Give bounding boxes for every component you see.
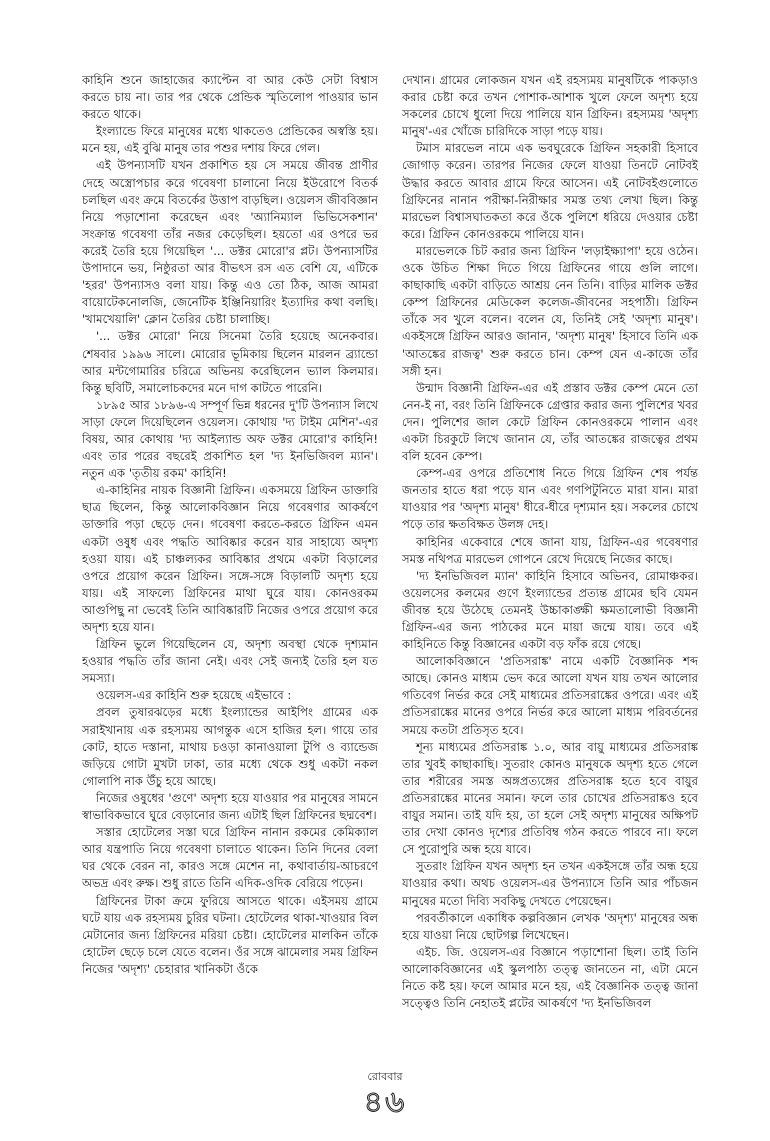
paragraph: ওয়েলস-এর কাহিনি শুরু হয়েছে এইভাবে :: [96, 688, 292, 703]
paragraph: সস্তার হোটেলের সস্তা ঘরে গ্রিফিন নানান রকমের কেমিক্যাল আর যন্ত্রপাতি নিয়ে গবেষণা চালাতে থাকেন। তিনি দিনের বেলা ঘর থেকে বেরন না, কারও সঙ্গে মেশেন না, কথাবার্তায়-আচরণে অভদ্র এবং রুক্ষ। শুধু রাতে তিনি এদিক-ওদিক বেরিয়ে পড়েন।: [82, 825, 378, 891]
paragraph: আলোকবিজ্ঞানে 'প্রতিসরাঙ্ক' নামে একটি বৈজ্ঞানিক শব্দ আছে। কোনও মাধ্যম ভেদ করে আলো যখন যায় তখন আলোর গতিবেগ নির্ভর করে সেই মাধ্যমের প্রতিসরাঙ্কের ওপরে। এবং এই প্রতিসরাঙ্কের মানের ওপরে নির্ভর করে আলো মাধ্যম পরিবর্তনের সময়ে কতটা প্রতিসৃত হবে।: [402, 654, 698, 737]
left-column: [82, 72, 378, 1072]
paragraph: সুতরাং গ্রিফিন যখন অদৃশ্য হন তখন একইসঙ্গে তাঁর অন্ধ হয়ে যাওয়ার কথা। অথচ ওয়েলস-এর উপন্যাসে তিনি আর পাঁচজন মানুষের মতো দিব্যি সবকিছু দেখতে পেয়েছেন।: [402, 859, 698, 908]
paragraph: দেখান। গ্রামের লোকজন যখন এই রহস্যময় মানুষটিকে পাকড়াও করার চেষ্টা করে তখন পোশাক-আশাক খুলে ফেলে অদৃশ্য হয়ে সকলের চোখে ধুলো দিয়ে পালিয়ে যান গ্রিফিন। রহস্যময় 'অদৃশ্য মানুষ'-এর খোঁজে চারিদিকে সাড়া পড়ে যায়।: [402, 73, 698, 139]
paragraph: প্রবল তুষারঝড়ের মধ্যে ইংল্যান্ডের আইপিং গ্রামের এক সরাইখানায় এক রহস্যময় আগন্তুক এসে হাজির হল। গায়ে তার কোট, হাতে দস্তানা, মাথায় চওড়া কানাওয়ালা টুপি ও ব্যান্ডেজ জড়িয়ে গোটা মুখটা ঢাকা, তার মধ্যে থেকে শুধু একটা নকল গোলাপি নাক উঁচু হয়ে আছে।: [82, 705, 378, 788]
page-number: ৪৬: [363, 1085, 407, 1120]
paragraph: টমাস মারভেল নামে এক ভবঘুরেকে গ্রিফিন সহকারী হিসাবে জোগাড় করেন। তারপর নিজের ফেলে যাওয়া তিনটে নোটবই উদ্ধার করতে আবার গ্রামে ফিরে আসেন। এই নোটবইগুলোতে গ্রিফিনের নানান পরীক্ষা-নিরীক্ষার সমস্ত তথ্য লেখা ছিল। কিন্তু মারভেল বিশ্বাসঘাতকতা করে ওঁকে পুলিশে ধরিয়ে দেওয়ার চেষ্টা করে। গ্রিফিন কোনওরকমে পালিয়ে যান।: [402, 141, 698, 241]
paragraph: এইচ. জি. ওয়েলস-এর বিজ্ঞানে পড়াশোনা ছিল। তাই তিনি আলোকবিজ্ঞানের এই স্কুলপাঠ্য তত্ত্ব জানতেন না, এটা মেনে নিতে কষ্ট হয়। ফলে আমার মনে হয়, এই বৈজ্ঞানিক তত্ত্ব জানা সত্ত্বেও তিনি নেহাতই প্লটের আকর্ষণে 'দ্য ইনভিজিবল: [402, 944, 698, 1011]
paragraph: '... ডক্টর মোরো' নিয়ে সিনেমা তৈরি হয়েছে অনেকবার। শেষবার ১৯৯৬ সালে। মোরোর ভূমিকায় ছিলেন মারলন ব্র্যান্ডো আর মন্টগোমারির চরিত্রে অভিনয় করেছিলেন ভ্যাল কিলমার। কিন্তু ছবিটি, সমালোচকদের মনে দাগ কাটতে পারেনি।: [82, 329, 378, 395]
right-column: [402, 72, 698, 1072]
article-body: [82, 72, 698, 1072]
paragraph: শূন্য মাধ্যমের প্রতিসরাঙ্ক ১.০, আর বায়ু মাধ্যমের প্রতিসরাঙ্ক তার খুবই কাছাকাছি। সুতরাং কোনও মানুষকে অদৃশ্য হতে গেলে তার শরীরের সমস্ত অঙ্গপ্রত্যঙ্গের প্রতিসরাঙ্ক হতে হবে বায়ুর প্রতিসরাঙ্কের মানের সমান। ফলে তার চোখের প্রতিসরাঙ্কও হবে বায়ুর সমান। তাই যদি হয়, তা হলে সেই অদৃশ্য মানুষের অক্ষিপট তার দেখা কোনও দৃশ্যের প্রতিবিম্ব গঠন করতে পারবে না। ফলে সে পুরোপুরি অন্ধ হয়ে যাবে।: [402, 739, 698, 857]
paragraph: কাহিনির একেবারে শেষে জানা যায়, গ্রিফিন-এর গবেষণার সমস্ত নথিপত্র মারভেল গোপনে রেখে দিয়েছে নিজের কাছে।: [402, 534, 698, 566]
paragraph: উন্মাদ বিজ্ঞানী গ্রিফিন-এর এই প্রস্তাব ডক্টর কেম্প মেনে তো নেন-ই না, বরং তিনি গ্রিফিনকে গ্রেপ্তার করার জন্য পুলিশের খবর দেন। পুলিশের জাল কেটে গ্রিফিন কোনওরকমে পালান এবং একটা চিরকুটে লিখে জানান যে, তাঁর আতঙ্কের রাজত্বের প্রথম বলি হবেন কেম্প।: [402, 380, 698, 464]
paragraph: পরবর্তীকালে একাধিক কল্পবিজ্ঞান লেখক 'অদৃশ্য' মানুষের অন্ধ হয়ে যাওয়া নিয়ে ছোটগল্প লিখেছেন।: [402, 910, 698, 942]
paragraph: 'দ্য ইনভিজিবল ম্যান' কাহিনি হিসাবে অভিনব, রোমাঞ্চকর। ওয়েলসের কলমের গুণে ইংল্যান্ডের প্রত্যন্ত গ্রামের ছবি যেমন জীবন্ত হয়ে উঠেছে তেমনই উচ্চাকাঙ্ক্ষী ক্ষমতালোভী বিজ্ঞানী গ্রিফিন-এর জন্য পাঠকের মনে মায়া জন্মে যায়। তবে এই কাহিনিতে কিন্তু বিজ্ঞানের একটা বড় ফাঁক রয়ে গেছে।: [402, 568, 698, 652]
paragraph: কাহিনি শুনে জাহাজের ক্যাপ্টেন বা আর কেউ সেটা বিশ্বাস করতে চায় না। তার পর থেকে প্রেন্ডিক স্মৃতিলোপ পাওয়ার ভান করতে থাকে।: [82, 73, 378, 122]
page-footer: [0, 1068, 770, 1119]
paragraph: কেম্প-এর ওপরে প্রতিশোধ নিতে গিয়ে গ্রিফিন শেষ পর্যন্ত জনতার হাতে ধরা পড়ে যান এবং গণপিটুনিতে মারা যান। মারা যাওয়ার পর 'অদৃশ্য মানুষ' ধীরে-ধীরে দৃশ্যমান হয়। সকলের চোখে পড়ে তার ক্ষতবিক্ষত উলঙ্গ দেহ।: [402, 466, 698, 532]
paragraph: গ্রিফিন ভুলে গিয়েছিলেন যে, অদৃশ্য অবস্থা থেকে দৃশ্যমান হওয়ার পদ্ধতি তাঁর জানা নেই। এবং সেই জন্যই তৈরি হল যত সমস্যা।: [82, 637, 378, 686]
paragraph: এ-কাহিনির নায়ক বিজ্ঞানী গ্রিফিন। একসময়ে গ্রিফিন ডাক্তারি ছাত্র ছিলেন, কিন্তু আলোকবিজ্ঞান নিয়ে গবেষণার আকর্ষণে ডাক্তারি পড়া ছেড়ে দেন। গবেষণা করতে-করতে গ্রিফিন এমন একটা ওষুধ এবং পদ্ধতি আবিষ্কার করেন যার সাহায্যে অদৃশ্য হওয়া যায়। এই চাঞ্চল্যকর আবিষ্কার প্রথমে একটা বিড়ালের ওপরে প্রয়োগ করেন গ্রিফিন। সঙ্গে-সঙ্গে বিড়ালটি অদৃশ্য হয়ে যায়। এই সাফল্যে গ্রিফিনের মাথা ঘুরে যায়। কোনওরকম আগুপিছু না ভেবেই তিনি আবিষ্কারটি নিজের ওপরে প্রয়োগ করে অদৃশ্য হয়ে যান।: [82, 483, 378, 634]
paragraph: মারভেলকে চিট করার জন্য গ্রিফিন 'লড়াইক্ষ্যাপা' হয়ে ওঠেন। ওকে উচিত শিক্ষা দিতে গিয়ে গ্রিফিনের গায়ে গুলি লাগে। কাছাকাছি একটা বাড়িতে আশ্রয় নেন তিনি। বাড়ির মালিক ডক্টর কেম্প গ্রিফিনের মেডিকেল কলেজ-জীবনের সহপাঠী। গ্রিফিন তাঁকে সব খুলে বলেন। বলেন যে, তিনিই সেই 'অদৃশ্য মানুষ'। একইসঙ্গে গ্রিফিন আরও জানান, 'অদৃশ্য মানুষ' হিসাবে তিনি এক 'আতঙ্কের রাজত্ব' শুরু করতে চান। কেম্প যেন এ-কাজে তাঁর সঙ্গী হন।: [402, 243, 698, 378]
paragraph: গ্রিফিনের টাকা ক্রমে ফুরিয়ে আসতে থাকে। এইসময় গ্রামে ঘটে যায় এক রহস্যময় চুরির ঘটনা। হোটেলের থাকা-খাওয়ার বিল মেটানোর জন্য গ্রিফিনের মরিয়া চেষ্টা। হোটেলের মালকিন তাঁকে হোটেল ছেড়ে চলে যেতে বলেন। ওঁর সঙ্গে ঝামেলার সময় গ্রিফিন নিজের 'অদৃশ্য' চেহারার খানিকটা ওঁকে: [82, 893, 378, 976]
magazine-name: রোববার: [367, 1070, 403, 1083]
paragraph: এই উপন্যাসটি যখন প্রকাশিত হয় সে সময়ে জীবন্ত প্রাণীর দেহে অস্ত্রোপচার করে গবেষণা চালানো নিয়ে ইউরোপে বিতর্ক চলছিল এবং ক্রমে বিতর্কের উত্তাপ বাড়ছিল। ওয়েলস জীববিজ্ঞান নিয়ে পড়াশোনা করেছেন এবং 'অ্যানিম্যাল ভিভিসেকশান' সংক্রান্ত গবেষণা তাঁর নজর কেড়েছিল। হয়তো এর ওপরে ভর করেই তৈরি হয়ে গিয়েছিল '... ডক্টর মোরো'র প্লট। উপন্যাসটির উপাদানে ভয়, নিষ্ঠুরতা আর বীভৎস রস এত বেশি যে, এটিকে 'হরর' উপন্যাসও বলা যায়। কিন্তু এও তো ঠিক, আজ আমরা বায়োটেকনোলজি, জেনেটিক ইঞ্জিনিয়ারিং ইত্যাদির কথা বলছি। 'খামখেয়ালি' ক্লোন তৈরির চেষ্টা চালাচ্ছি।: [82, 158, 378, 327]
paragraph: নিজের ওষুধের 'গুণে' অদৃশ্য হয়ে যাওয়ার পর মানুষের সামনে স্বাভাবিকভাবে ঘুরে বেড়ানোর জন্য এটাই ছিল গ্রিফিনের ছদ্মবেশ।: [82, 790, 378, 823]
paragraph: ১৮৯৫ আর ১৮৯৬-এ সম্পূর্ণ ভিন্ন ধরনের দু'টি উপন্যাস লিখে সাড়া ফেলে দিয়েছিলেন ওয়েলস। কোথায় 'দ্য টাইম মেশিন'-এর বিষয়, আর কোথায় 'দ্য আইল্যান্ড অফ ডক্টর মোরো'র কাহিনি! এবং তার পরের বছরেই প্রকাশিত হল 'দ্য ইনভিজিবল ম্যান'। নতুন এক 'তৃতীয় রকম' কাহিনি!: [82, 397, 378, 481]
paragraph: ইংল্যান্ডে ফিরে মানুষের মধ্যে থাকতেও প্রেন্ডিকের অস্বস্তি হয়। মনে হয়, এই বুঝি মানুষ তার পশুর দশায় ফিরে গেল।: [82, 124, 378, 156]
